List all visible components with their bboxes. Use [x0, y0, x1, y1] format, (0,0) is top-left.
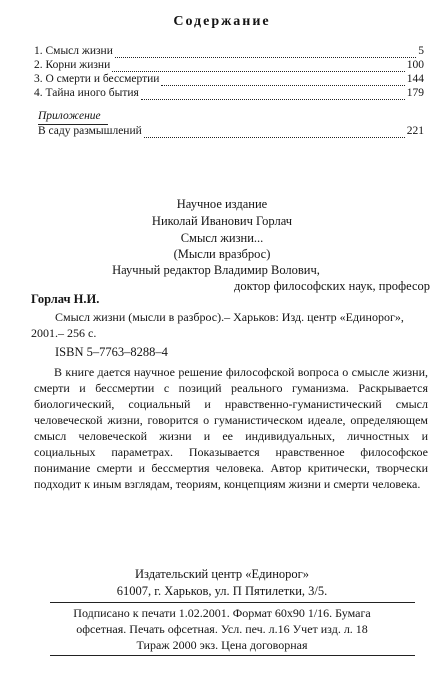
book-title: Смысл жизни...	[180, 231, 264, 245]
catalog-line: Смысл жизни (мысли в разброс).– Харьков: Изд. центр «Единорог»,	[55, 310, 404, 324]
toc-appendix-title: Приложение	[38, 110, 101, 122]
toc-leader	[141, 90, 405, 100]
toc-item-page: 221	[406, 125, 424, 137]
toc-item-page: 144	[406, 73, 424, 85]
toc-item	[34, 44, 424, 58]
toc-item-label: В саду размышлений	[38, 125, 142, 137]
divider	[50, 602, 415, 603]
catalog-line: 2001.– 256 с.	[31, 326, 97, 340]
toc-leader	[112, 62, 405, 72]
toc-item-page: 100	[406, 59, 424, 71]
publisher-name: Издательский центр «Единорог»	[134, 567, 310, 581]
book-subtitle: (Мысли вразброс)	[173, 247, 271, 261]
toc-item	[34, 86, 424, 100]
publisher-address: 61007, г. Харьков, ул. П Пятилетки, 3/5.	[116, 584, 328, 598]
toc-leader	[161, 76, 404, 86]
toc-item-page: 5	[418, 45, 424, 57]
toc-title: Содержание	[173, 14, 271, 29]
editor-line: Научный редактор Владимир Волович,	[112, 263, 320, 277]
print-spec-line: офсетная. Печать офсетная. Усл. печ. л.16 Учет изд. л. 18	[76, 622, 368, 636]
catalog-author: Горлач Н.И.	[31, 292, 100, 306]
toc-appendix-item	[38, 124, 424, 138]
toc-item-label: 4. Тайна иного бытия	[34, 87, 139, 99]
print-spec-line: Подписано к печати 1.02.2001. Формат 60х90 1/16. Бумага	[73, 606, 371, 620]
toc-leader	[115, 48, 416, 58]
divider	[50, 655, 415, 656]
toc-item-label: 2. Корни жизни	[34, 59, 111, 71]
toc-item-label: 3. О смерти и бессмертии	[34, 73, 160, 85]
toc-item	[34, 58, 424, 72]
toc-item	[34, 72, 424, 86]
toc-item-label: 1. Смысл жизни	[34, 45, 113, 57]
toc-item-page: 179	[406, 87, 424, 99]
author-full-name: Николай Иванович Горлач	[151, 214, 293, 228]
edition-type: Научное издание	[176, 197, 268, 211]
toc-leader	[144, 128, 405, 138]
print-run-line: Тираж 2000 экз. Цена договорная	[136, 638, 308, 652]
isbn: ISBN 5–7763–8288–4	[55, 345, 168, 359]
editor-degree: доктор философских наук, професор	[234, 279, 430, 293]
abstract-paragraph: В книге дается научное решение философской вопроса о смысле жизни, смерти и бессмертии с позиций реального гуманизма. Раскрывается биологический, социальный и нравственно-гуманистический смысл человеческой жизни, говорится о гуманистическом идеале, определяющем смысл человеческой жизни и ее индивидуальных, личностных и социальных параметрах. Показывается нравственное философское понимание смерти и бессмертия человека. Автор критически, творчески подходит к иным взглядам, теориям, концепциям жизни и смерти человека.	[34, 365, 428, 491]
